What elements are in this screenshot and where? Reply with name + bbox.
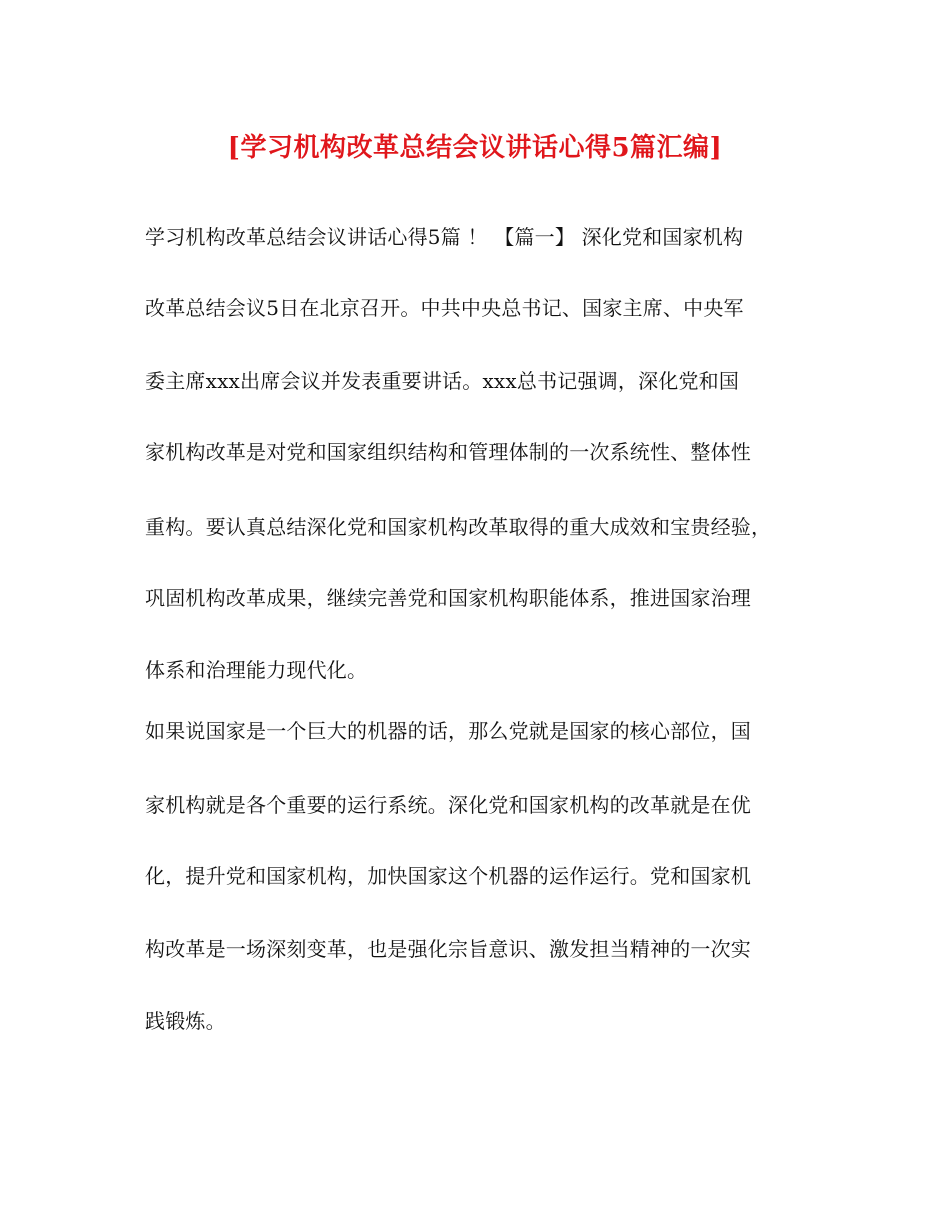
text-line: 重构。要认真总结深化党和国家机构改革取得的重大成效和宝贵经验，: [145, 515, 772, 539]
text-line: 家机构改革是对党和国家组织结构和管理体制的一次系统性、整体性: [145, 440, 751, 464]
text-line: 委主席xxx出席会议并发表重要讲话。xxx总书记强调，深化党和国: [145, 369, 740, 393]
text-line: 改革总结会议5日在北京召开。中共中央总书记、国家主席、中央军: [145, 296, 744, 320]
document-title: [学习机构改革总结会议讲话心得5篇汇编]: [227, 133, 723, 163]
text-line: 践锻炼。: [145, 1009, 226, 1033]
text-line: 学习机构改革总结会议讲话心得5篇 ！ 【篇一】 深化党和国家机构: [145, 225, 744, 249]
text-line: 家机构就是各个重要的运行系统。深化党和国家机构的改革就是在优: [145, 793, 751, 817]
text-line: 化，提升党和国家机构，加快国家这个机器的运作运行。党和国家机: [145, 864, 751, 888]
text-line: 构改革是一场深刻变革，也是强化宗旨意识、激发担当精神的一次实: [145, 937, 751, 961]
text-line: 巩固机构改革成果，继续完善党和国家机构职能体系，推进国家治理: [145, 586, 751, 610]
text-line: 体系和治理能力现代化。: [145, 658, 368, 682]
text-line: 如果说国家是一个巨大的机器的话，那么党就是国家的核心部位，国: [145, 719, 751, 743]
